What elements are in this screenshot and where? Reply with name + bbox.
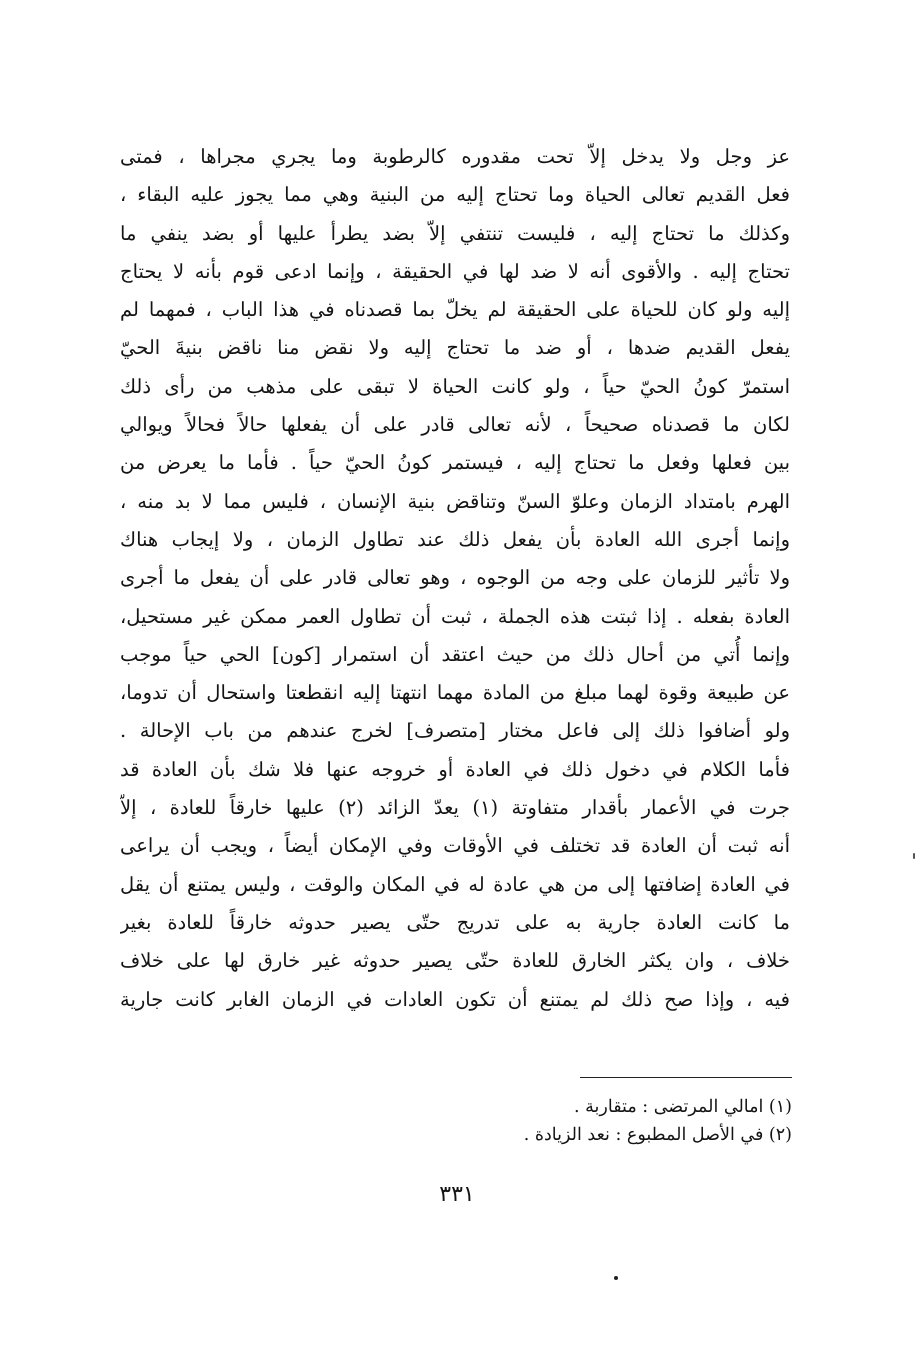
text-line: وكذلك ما تحتاج إليه ، فليست تنتفي إلاّ بضد يطرأ عليها أو بضد ينفي ما (120, 221, 790, 245)
text-line: أنه ثبت أن العادة قد تختلف في الأوقات وفي الإمكان أيضاً ، ويجب أن يراعى (120, 834, 790, 858)
text-line: ولا تأثير للزمان على وجه من الوجوه ، وهو تعالى قادر على أن يفعل ما أجرى (120, 566, 790, 590)
text-line: خلاف ، وان يكثر الخارق للعادة حتّى يصير حدوثه غير خارق لها على خلاف (120, 949, 790, 973)
text-line: عز وجل ولا يدخل إلاّ تحت مقدوره كالرطوبة وما يجري مجراها ، فمتى (120, 145, 790, 168)
text-line: وإنما أجرى الله العادة بأن يفعل ذلك عند تطاول الزمان ، ولا إيجاب هناك (120, 527, 790, 551)
text-line: ولو أضافوا ذلك إلى فاعل مختار [متصرف] لخرج عندهم من باب الإحالة . (120, 719, 790, 743)
footnotes (300, 1093, 792, 1149)
body-text (120, 138, 790, 1019)
text-line: الهرم بامتداد الزمان وعلوّ السنّ وتناقض بنية الإنسان ، فليس مما لا بد منه ، (120, 489, 790, 513)
text-line: يفعل القديم ضدها ، أو ضد ما تحتاج إليه ولا نقض منا ناقض بنيةَ الحيّ (120, 336, 790, 360)
footnote-2: (٢) في الأصل المطبوع : نعد الزيادة . (523, 1125, 792, 1145)
text-line: فعل القديم تعالى الحياة وما تحتاج إليه من البنية وهي مما يجوز عليه البقاء ، (120, 183, 790, 207)
text-line: لكان ما قصدناه صحيحاً ، لأنه تعالى قادر على أن يفعلها حالاً فحالاً ويوالي (120, 413, 790, 437)
text-line: تحتاج إليه . والأقوى أنه لا ضد لها في الحقيقة ، وإنما ادعى قوم بأنه لا يحتاج (120, 259, 790, 283)
text-line: في العادة إضافتها إلى من هي عادة له في المكان والوقت ، وليس يمتنع أن يقل (120, 872, 790, 896)
scan-speck (614, 1276, 618, 1280)
footnote-1: (١) امالي المرتضى : متقاربة . (574, 1097, 792, 1117)
footnote-divider (580, 1077, 792, 1078)
text-line: جرت في الأعمار بأقدار متفاوتة (١) يعدّ الزائد (٢) عليها خارقاً للعادة ، إلاّ (120, 796, 790, 820)
text-line: بين فعلها وفعل ما تحتاج إليه ، فيستمر كونُ الحيّ حياً . فأما ما يعرض من (120, 451, 790, 475)
text-line: العادة بفعله . إذا ثبتت هذه الجملة ، ثبت أن تطاول العمر ممكن غير مستحيل، (120, 604, 790, 628)
text-line: وإنما أُتي من أحال ذلك من حيث اعتقد أن استمرار [كون] الحي حياً موجب (120, 642, 790, 666)
text-line: إليه ولو كان للحياة على الحقيقة لم يخلّ بما قصدناه في هذا الباب ، فمهما لم (120, 298, 790, 322)
text-line: استمرّ كونُ الحيّ حياً ، ولو كانت الحياة لا تبقى على مذهب من رأى ذلك (120, 374, 790, 398)
text-line: عن طبيعة وقوة لهما مبلغ من المادة مهما انتهتا إليه انقطعتا واستحال أن تدوما، (120, 681, 790, 705)
text-line: فأما الكلام في دخول ذلك في العادة أو خروجه عنها فلا شك بأن العادة قد (120, 757, 790, 781)
page-number: ٣٣١ (439, 1182, 475, 1207)
text-line: فيه ، وإذا صح ذلك لم يمتنع أن تكون العادات في الزمان الغابر كانت جارية (120, 987, 790, 1011)
text-line: ما كانت العادة جارية به على تدريج حتّى يصير حدوثه خارقاً للعادة بغير (120, 910, 790, 934)
